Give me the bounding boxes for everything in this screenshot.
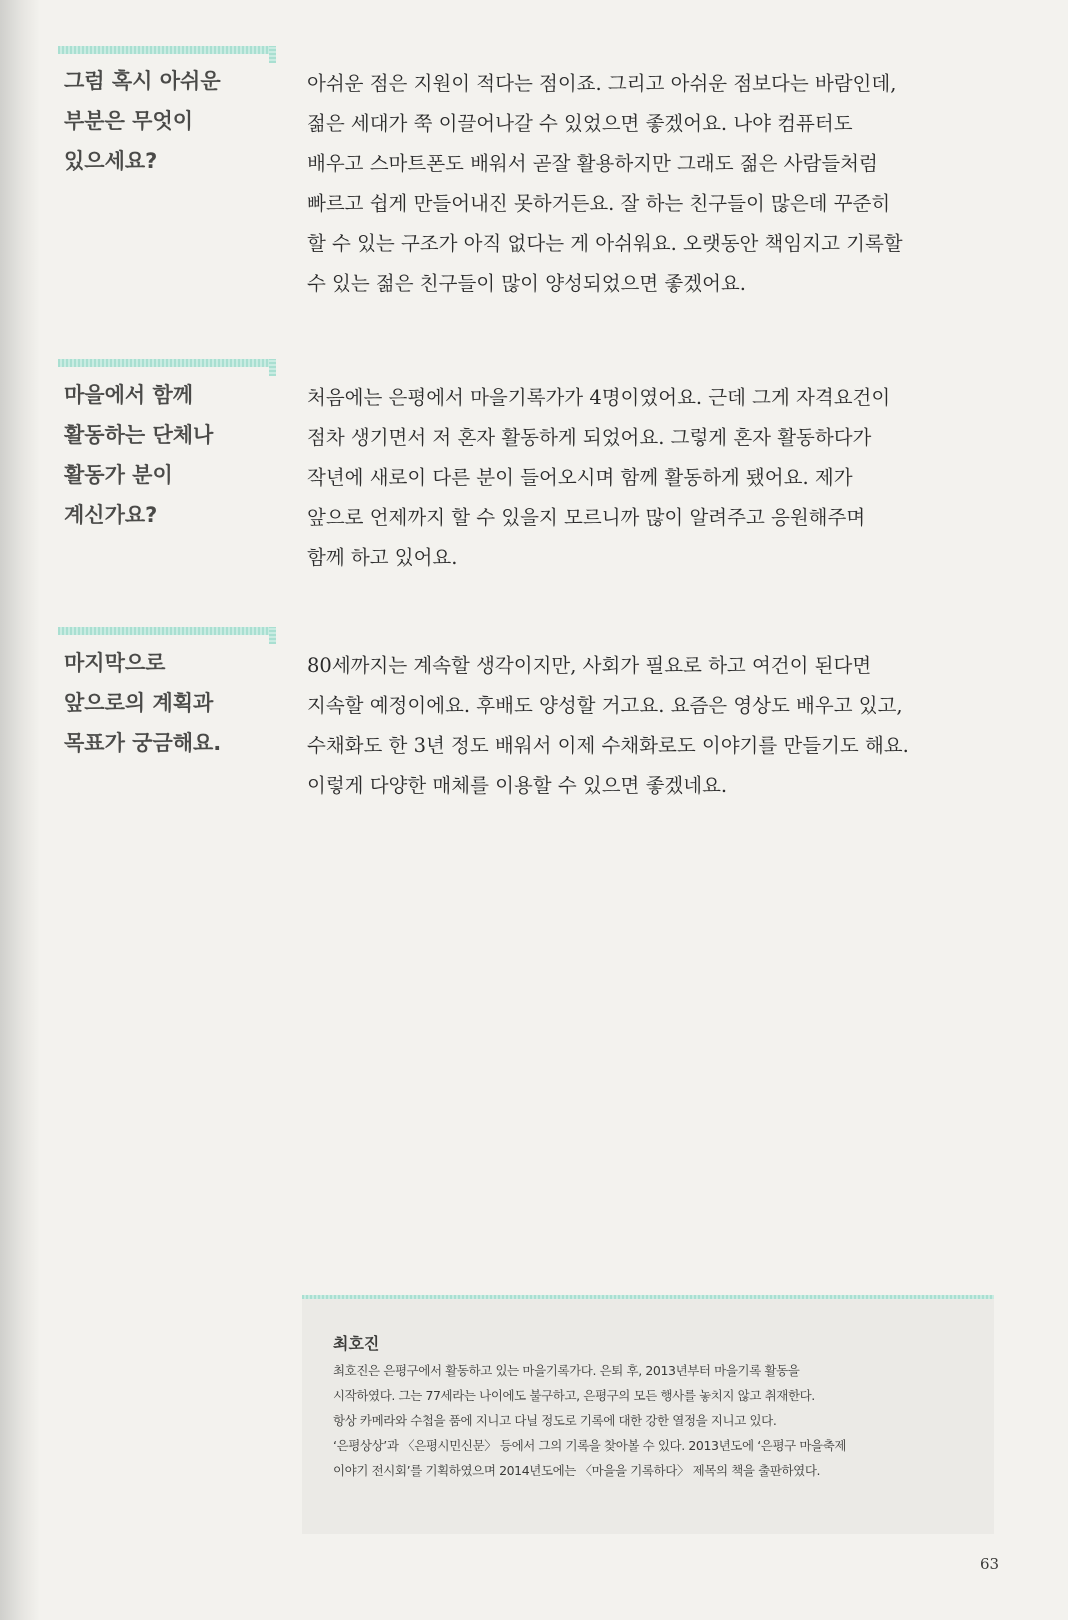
- question-accent-bar: [58, 46, 276, 54]
- answer-line: 처음에는 은평에서 마을기록가가 4명이였어요. 근데 그게 자격요건이: [307, 386, 891, 409]
- bio-line: 이야기 전시회’를 기획하였으며 2014년도에는 〈마을을 기록하다〉 제목의 책을 출판하였다.: [333, 1463, 821, 1478]
- question-line: 목표가 궁금해요.: [64, 731, 222, 755]
- answer-3: [307, 646, 1007, 806]
- question-accent-bar: [58, 627, 276, 635]
- author-bio-box: [302, 1295, 994, 1534]
- answer-line: 앞으로 언제까지 할 수 있을지 모르니까 많이 알려주고 응원해주며: [307, 506, 866, 529]
- answer-line: 이렇게 다양한 매체를 이용할 수 있으면 좋겠네요.: [307, 774, 728, 797]
- answer-line: 배우고 스마트폰도 배워서 곧잘 활용하지만 그래도 젊은 사람들처럼: [307, 152, 878, 175]
- question-line: 활동가 분이: [64, 463, 173, 487]
- answer-line: 점차 생기면서 저 혼자 활동하게 되었어요. 그렇게 혼자 활동하다가: [307, 426, 872, 449]
- answer-line: 80세까지는 계속할 생각이지만, 사회가 필요로 하고 여건이 된다면: [307, 654, 872, 677]
- answer-1: [307, 64, 1007, 304]
- answer-line: 수채화도 한 3년 정도 배워서 이제 수채화로도 이야기를 만들기도 해요.: [307, 734, 909, 757]
- question-line: 활동하는 단체나: [64, 423, 214, 447]
- page-number: 63: [980, 1555, 1000, 1573]
- answer-2: [307, 378, 1007, 578]
- answer-line: 함께 하고 있어요.: [307, 546, 458, 569]
- page-binding-shadow: [0, 0, 40, 1620]
- question-line: 마지막으로: [64, 651, 166, 675]
- answer-line: 작년에 새로이 다른 분이 들어오시며 함께 활동하게 됐어요. 제가: [307, 466, 853, 489]
- question-1: [64, 61, 274, 181]
- question-line: 계신가요?: [64, 503, 158, 527]
- answer-line: 할 수 있는 구조가 아직 없다는 게 아쉬워요. 오랫동안 책임지고 기록할: [307, 232, 903, 255]
- author-bio-text: [333, 1358, 973, 1483]
- question-line: 있으세요?: [64, 149, 158, 173]
- question-2: [64, 375, 274, 535]
- question-line: 마을에서 함께: [64, 383, 194, 407]
- question-line: 앞으로의 계획과: [64, 691, 214, 715]
- bio-line: 시작하였다. 그는 77세라는 나이에도 불구하고, 은평구의 모든 행사를 놓치지 않고 취재한다.: [333, 1388, 815, 1403]
- answer-line: 빠르고 쉽게 만들어내진 못하거든요. 잘 하는 친구들이 많은데 꾸준히: [307, 192, 891, 215]
- bio-line: ‘은평상상’과 〈은평시민신문〉 등에서 그의 기록을 찾아볼 수 있다. 2013년도에 ‘은평구 마을축제: [333, 1438, 847, 1453]
- question-accent-bar: [58, 359, 276, 367]
- question-line: 그럼 혹시 아쉬운: [64, 69, 221, 93]
- question-3: [64, 643, 274, 763]
- answer-line: 수 있는 젊은 친구들이 많이 양성되었으면 좋겠어요.: [307, 272, 746, 295]
- answer-line: 지속할 예정이에요. 후배도 양성할 거고요. 요즘은 영상도 배우고 있고,: [307, 694, 903, 717]
- bio-line: 최호진은 은평구에서 활동하고 있는 마을기록가다. 은퇴 후, 2013년부터 마을기록 활동을: [333, 1363, 800, 1378]
- author-name: 최호진: [333, 1334, 380, 1353]
- bio-line: 항상 카메라와 수첩을 품에 지니고 다닐 정도로 기록에 대한 강한 열정을 지니고 있다.: [333, 1413, 777, 1428]
- question-line: 부분은 무엇이: [64, 109, 194, 133]
- answer-line: 아쉬운 점은 지원이 적다는 점이죠. 그리고 아쉬운 점보다는 바람인데,: [307, 72, 897, 95]
- answer-line: 젊은 세대가 쭉 이끌어나갈 수 있었으면 좋겠어요. 나야 컴퓨터도: [307, 112, 853, 135]
